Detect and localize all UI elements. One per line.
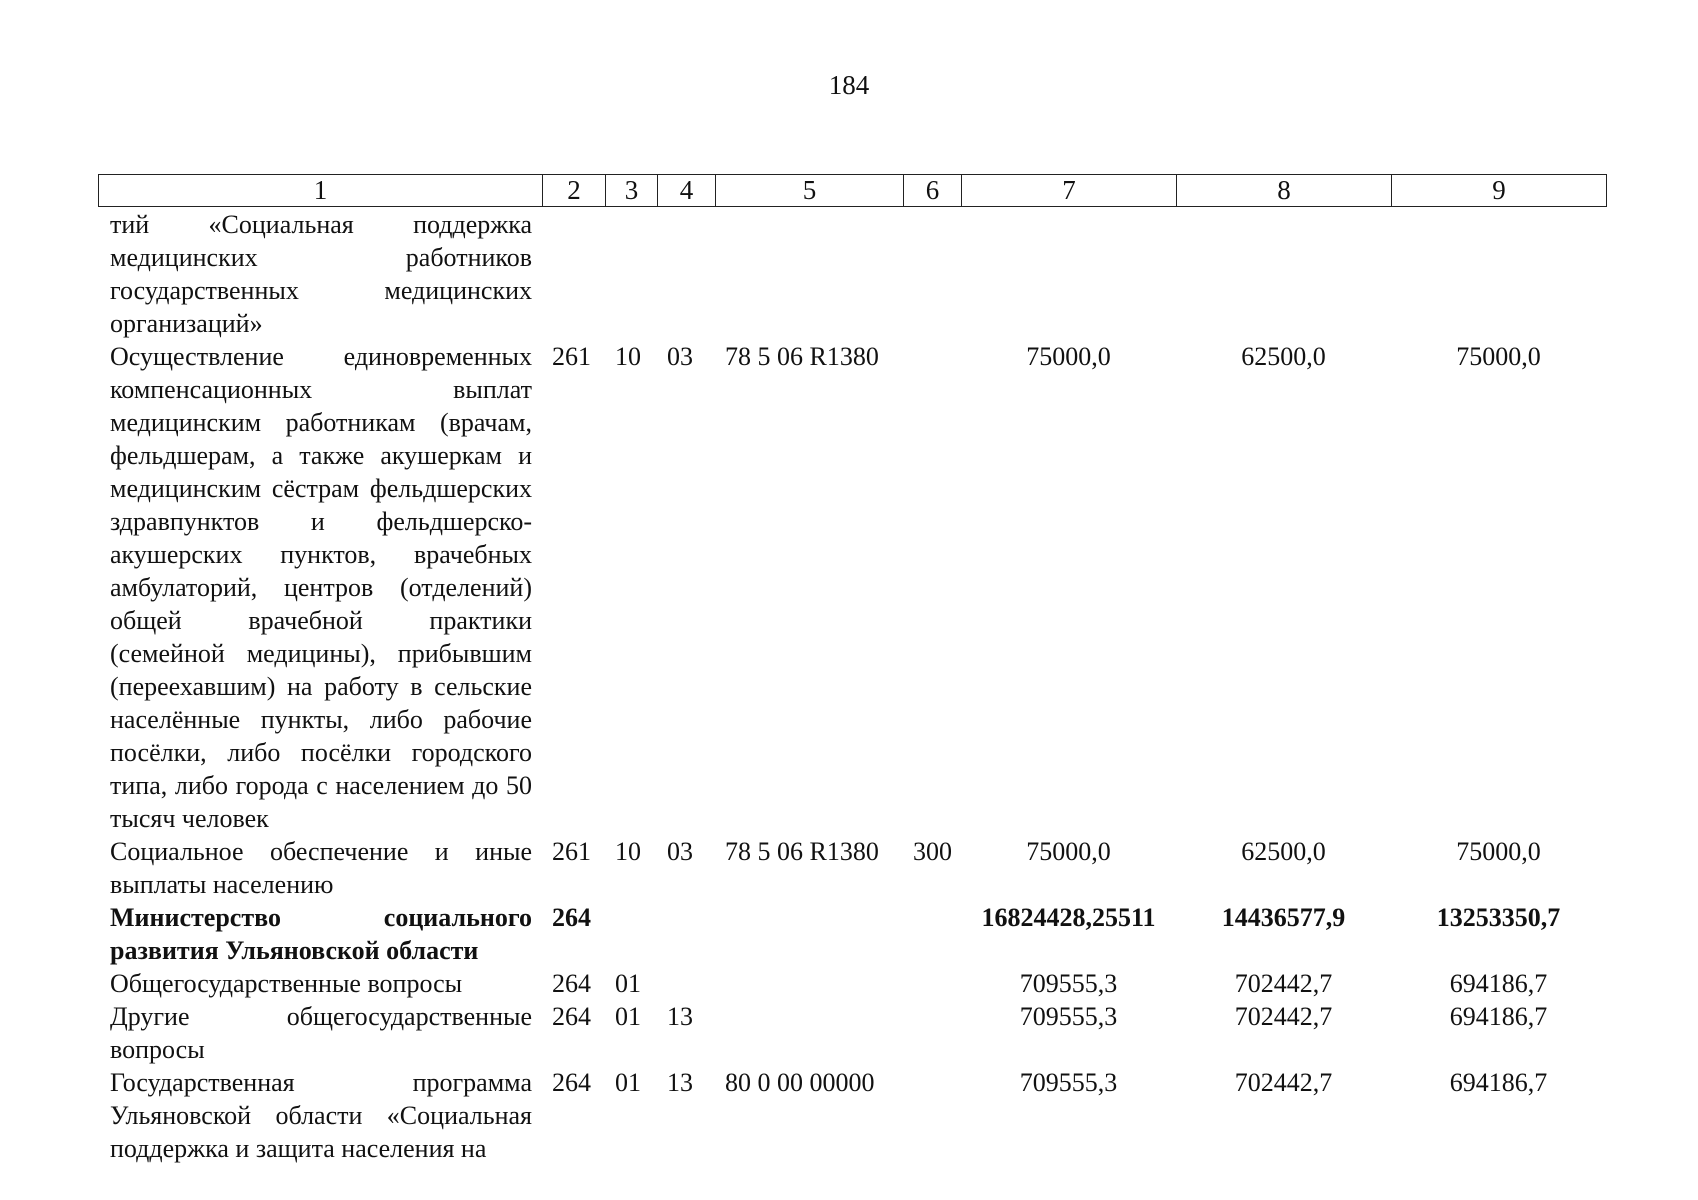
row-amount-col9: 13253350,7 [1436, 903, 1561, 932]
row-description: Министерство социального развития Ульяновской области [110, 903, 532, 965]
header-col-8: 8 [1177, 175, 1392, 207]
row-code-admin: 264 [552, 1002, 591, 1031]
table-row [98, 835, 1606, 901]
table-row [98, 1066, 1606, 1165]
row-code-expense-type [903, 967, 961, 1000]
row-amount-col7: 75000,0 [1026, 342, 1111, 371]
row-code-subsection: 03 [667, 342, 693, 371]
table-row [98, 967, 1606, 1000]
row-code-section: 01 [615, 1068, 641, 1097]
budget-table-body [98, 208, 1606, 1165]
header-col-6: 6 [904, 175, 962, 207]
header-col-2: 2 [543, 175, 606, 207]
row-code-subsection: 13 [667, 1068, 693, 1097]
row-code-expense-type [903, 1066, 961, 1165]
row-code-subsection: 03 [667, 837, 693, 866]
row-amount-col7: 709555,3 [1019, 969, 1118, 998]
row-description: Государственная программа Ульяновской области «Социальная поддержка и защита населения на [110, 1068, 532, 1163]
table-row [98, 208, 1606, 340]
row-code-subsection [657, 208, 715, 340]
row-amount-col9: 75000,0 [1456, 837, 1541, 866]
row-code-admin: 264 [552, 1068, 591, 1097]
row-code-target: 78 5 06 R1380 [725, 342, 879, 371]
row-amount-col8: 62500,0 [1241, 342, 1326, 371]
table-row [98, 340, 1606, 835]
row-amount-col8 [1176, 208, 1391, 340]
header-col-9: 9 [1392, 175, 1607, 207]
row-code-section: 01 [615, 969, 641, 998]
row-description: Другие общегосударственные вопросы [110, 1002, 532, 1064]
row-code-subsection [657, 967, 715, 1000]
header-row [99, 175, 1607, 207]
row-code-section: 10 [615, 342, 641, 371]
row-code-expense-type [903, 340, 961, 835]
row-code-section [605, 208, 657, 340]
row-code-target: 78 5 06 R1380 [725, 837, 879, 866]
table-row [98, 1000, 1606, 1066]
row-code-admin: 261 [552, 837, 591, 866]
row-description: Общегосударственные вопросы [110, 969, 463, 998]
row-code-subsection: 13 [667, 1002, 693, 1031]
row-amount-col7: 16824428,25511 [981, 903, 1156, 932]
row-code-admin: 264 [552, 903, 591, 932]
budget-table [98, 208, 1606, 1165]
row-amount-col9 [1391, 208, 1606, 340]
row-code-expense-type: 300 [913, 837, 952, 866]
row-amount-col7 [961, 208, 1176, 340]
row-code-subsection [657, 901, 715, 967]
column-number-header [98, 174, 1607, 207]
row-amount-col7: 75000,0 [1026, 837, 1111, 866]
page-number: 184 [828, 70, 870, 100]
header-col-3: 3 [606, 175, 658, 207]
row-amount-col9: 75000,0 [1456, 342, 1541, 371]
row-code-expense-type [903, 1000, 961, 1066]
row-description: тий «Социальная поддержка медицинских работников государственных медицинских организаций» [110, 210, 532, 338]
row-amount-col8: 702442,7 [1234, 969, 1333, 998]
row-amount-col9: 694186,7 [1449, 1068, 1548, 1097]
row-code-target [715, 1000, 903, 1066]
row-code-section: 10 [615, 837, 641, 866]
row-amount-col8: 702442,7 [1234, 1068, 1333, 1097]
row-description: Социальное обеспечение и иные выплаты населению [110, 837, 532, 899]
row-code-section [605, 901, 657, 967]
row-code-target [715, 208, 903, 340]
row-amount-col8: 14436577,9 [1221, 903, 1346, 932]
row-code-target: 80 0 00 00000 [725, 1068, 875, 1097]
row-code-target [715, 967, 903, 1000]
row-code-expense-type [903, 901, 961, 967]
row-code-section: 01 [615, 1002, 641, 1031]
row-code-admin: 264 [552, 969, 591, 998]
row-amount-col9: 694186,7 [1449, 969, 1548, 998]
header-col-4: 4 [658, 175, 716, 207]
row-code-admin [542, 208, 605, 340]
row-amount-col9: 694186,7 [1449, 1002, 1548, 1031]
row-code-admin: 261 [552, 342, 591, 371]
row-code-target [715, 901, 903, 967]
table-row [98, 901, 1606, 967]
row-amount-col7: 709555,3 [1019, 1068, 1118, 1097]
header-col-5: 5 [716, 175, 904, 207]
row-description: Осуществление единовременных компенсационных выплат медицинским работникам (врачам, фельдшерам, а также акушеркам и медицинским сёстрам фельдшерских здравпунктов и фельдшерско-акушерских пунктов, врачебных амбулаторий, центров (отделений) общей врачебной практики (семейной медицины), прибывшим (переехавшим) на работу в сельские населённые пункты, либо рабочие посёлки, либо посёлки городского типа, либо города с населением до 50 тысяч человек [110, 342, 532, 833]
row-amount-col8: 702442,7 [1234, 1002, 1333, 1031]
header-col-7: 7 [962, 175, 1177, 207]
row-amount-col7: 709555,3 [1019, 1002, 1118, 1031]
header-col-1: 1 [99, 175, 543, 207]
row-code-expense-type [903, 208, 961, 340]
row-amount-col8: 62500,0 [1241, 837, 1326, 866]
